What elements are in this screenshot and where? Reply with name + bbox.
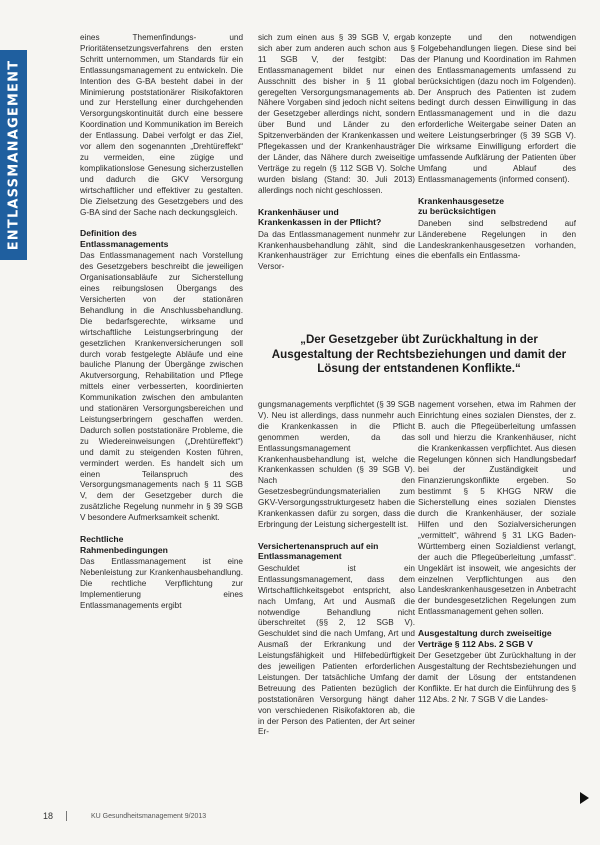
paragraph: Daneben sind selbstredend auf Länderebene Regelungen in den Landeskrankenhausgesetzen vorhanden, die ebenfalls ein Entlassma- [418,218,576,261]
page-number: 18 [43,811,54,821]
heading-line: Rechtliche [80,534,124,545]
heading-line: Definition des [80,228,137,239]
heading-line: Krankenhäuser und [258,206,339,217]
text-column-3-bottom [418,400,576,810]
continue-arrow-icon [580,792,589,804]
heading-line: Krankenhausgesetze [418,195,504,206]
paragraph: eines Themenfindungs- und Prioritätensetzungsverfahrens den ersten Schritt unternommen, um Standards für ein Entlassungsmanagement zu entwickeln. Die Intention des G-BA besteht dabei in der Minimierung poststationärer Risikofaktoren und zur Herstellung einer durchgehenden Versorgungskontinuität durch eine bessere Koordination und Kommunikation im Bereich der Entlassung. Dabei verfolgt er das Ziel, vor allem den sogenannten „Drehtüreffekt“ zu vermeiden, eine zügige und komplikationslose Genesung sicherzustellen und dadurch die GKV Versorgung wirtschaftlicher und effektiver zu gestalten. Die Zielsetzung des Gesetzgebers und des G-BA sind der Sache nach deckungsgleich. [80,33,243,217]
heading-line: Krankenkassen in der Pflicht? [258,217,382,228]
heading-line: Entlassmanagement [258,551,342,562]
section-heading [258,207,415,228]
text-column-2-top [258,33,415,315]
section-label: ENTLASSMANAGEMENT [6,59,21,251]
paragraph: Geschuldet ist ein Entlassungsmanagement, dass dem Wirtschaftlichkeitsgebot entspricht, also nach Umfang, Art und Ausmaß die notwendige Behandlung nicht überschreitet (§§ 2, 12 SGB V). Geschuldet sind die nach Umfang, Art und Ausmaß der Erkrankung und der Leistungsfähigkeit und Hilfebedürftigkeit des jeweiligen Patienten erforderlichen Leistungen. Der tatsächliche Umfang der Betreuung des Patienten bezüglich der poststationären Versorgung hängt daher von verschiedenen Risikofaktoren ab, die in der Person des Patienten, der Art seiner Er- [258,563,415,737]
section-heading [418,628,576,649]
paragraph: sich zum einen aus § 39 SGB V, ergab sich aber zum anderen auch schon aus § 11 SGB V, der festgibt: Das Entlassmanagement bildet nur einen Ausschnitt des bisher in § 11 global geregelten Versorgungsmanagements ab. Nähere Vorgaben sind jedoch nicht seitens der Gesetzgeber allerdings nicht, sondern über Bund und Länder zu den Spitzenverbänden der Krankenkassen und Pflegekassen und der Krankenhausträger der Länder, das Nähere durch zweiseitige Verträge zu regeln (§ 112 SGB V). Solche wurden bislang (Stand: 30. Juli 2013) allerdings noch nicht geschlossen. [258,33,415,195]
paragraph: Der Gesetzgeber übt Zurückhaltung in der Ausgestaltung der Rechtsbeziehungen und damit der Lösung der entstandenen Konflikte. Er hat durch die Einführung des § 112 Abs. 2 Nr. 7 SGB V die Landes- [418,651,576,704]
heading-line: zu berücksichtigen [418,206,496,217]
section-heading [80,228,243,249]
section-heading [80,534,243,555]
paragraph: konzepte und den notwendigen Folgebehandlungen liegen. Diese sind bei der Planung und Koordination im Rahmen des Entlassmanagements umfassend zu berücksichtigen (dazu noch im Folgenden). Der Anspruch des Patienten ist zudem bedingt durch dessen Einwilligung in das Entlassmanagement und in die dazu erforderliche Weitergabe seiner Daten an weitere Leistungserbringer (§ 39 SGB V). Die wirksame Einwilligung erfordert die umfassende Aufklärung der Patienten über Umfang und Ablauf des Entlassmanagements (informed consent). [418,33,576,184]
pull-quote-line: „Der Gesetzgeber übt Zurückhaltung in der [300,333,538,346]
paragraph: gungsmanagements verpflichtet (§ 39 SGB V). Neu ist allerdings, dass nunmehr auch die Krankenkassen in die Pflicht genommen werden, da das Entlassungsmanagement Krankenhausbehandlung ist, welche die Krankenkassen schulden (§ 39 SGB V). Nach den Gesetzesbegründungsmaterialien zum GKV-Versorgungsstrukturgesetz haben die Krankenkassen dafür zu sorgen, dass die Erbringung der Leistung sichergestellt ist. [258,400,415,529]
footer-divider [66,811,67,821]
text-column-2-bottom [258,400,415,810]
paragraph: nagement vorsehen, etwa im Rahmen der Einrichtung eines sozialen Dienstes, der z. B. auch die Pflegeüberleitung umfassen soll und hierzu die Krankenhäuser, nicht die Krankenkassen verpflichtet. Aus diesen Regelungen können sich Handlungsbedarf bei der Zuständigkeit und Finanzierungskonflikte ergeben. So bestimmt § 5 KHGG NRW die Sicherstellung eines sozialen Dienstes durch die Krankenhäuser, der soziale Hilfen und den Sozialversicherungen „vermittelt“, während § 31 LKG Baden-Württemberg einen Sozialdienst verlangt, der auch die Pflegeüberleitung „umfasst“. Ungeklärt ist insoweit, wie angesichts der einzelnen Verpflichtungen aus den Landeskrankenhausgesetzen in Anbetracht der bundesgesetzlichen Regelungen zum Entlassmanagement gehen sollen. [418,400,576,617]
section-heading [418,196,576,217]
heading-line: Entlassmanagements [80,238,169,249]
paragraph: Das Entlassmanagement nach Vorstellung des Gesetzgebers beschreibt die jeweiligen Organisationsabläufe zur Sicherstellung eines reibungslosen Übergangs des Versicherten von der stationären Behandlung in die Anschlussbehandlung. Die bedarfsgerechte, wirksame und wirtschaftliche Leistungserbringung der gesetzlichen Krankenversicherungen soll durch vorab festgelegte Abläufe und eine bauliche Planung der Übergänge zwischen Akutversorgung, Rehabilitation und Pflege mittels einer verbesserten, koordinierten Kommunikation zwischen den ambulanten und stationären Versorgungsbereichen und Leistungserbringern geschaffen werden. Dadurch sollen poststationäre Probleme, die zu Wiedereinweisungen („Drehtüreffekt“) und damit zu steigenden Kosten führen, vermindert werden. Es handelt sich um einen Teilanspruch des Versorgungsmanagements nach § 11 SGB V, dem der Gesetzgeber durch die zusätzliche Regelung nunmehr in § 39 SGB V besondere Aufmerksamkeit schenkt. [80,251,243,523]
pull-quote-line: Ausgestaltung der Rechtsbeziehungen und damit der [271,347,567,361]
paragraph: Das Entlassmanagement ist eine Nebenleistung zur Krankenhausbehandlung. Die rechtliche Verpflichtung zur Implementierung eines Entlassmanagements ergibt [80,557,243,610]
publication-issue: KU Gesundheitsmanagement 9/2013 [91,813,207,820]
heading-line: Rahmenbedingungen [80,544,168,555]
heading-line: Versichertenanspruch auf ein [258,540,379,551]
heading-line: Ausgestaltung durch zweiseitige [418,628,552,639]
section-heading [258,541,415,562]
section-tab [0,50,27,260]
pull-quote [254,333,584,388]
heading-line: Verträge § 112 Abs. 2 SGB V [418,638,533,649]
paragraph: Da das Entlassmanagement nunmehr zur Krankenhausbehandlung zählt, sind die Krankenhausträger zur Errichtung eines Versor- [258,229,415,272]
text-column-1 [80,33,243,793]
pull-quote-line: Lösung der entstandenen Konflikte.“ [317,362,521,375]
page-footer [43,811,563,825]
text-column-3-top [418,33,576,315]
